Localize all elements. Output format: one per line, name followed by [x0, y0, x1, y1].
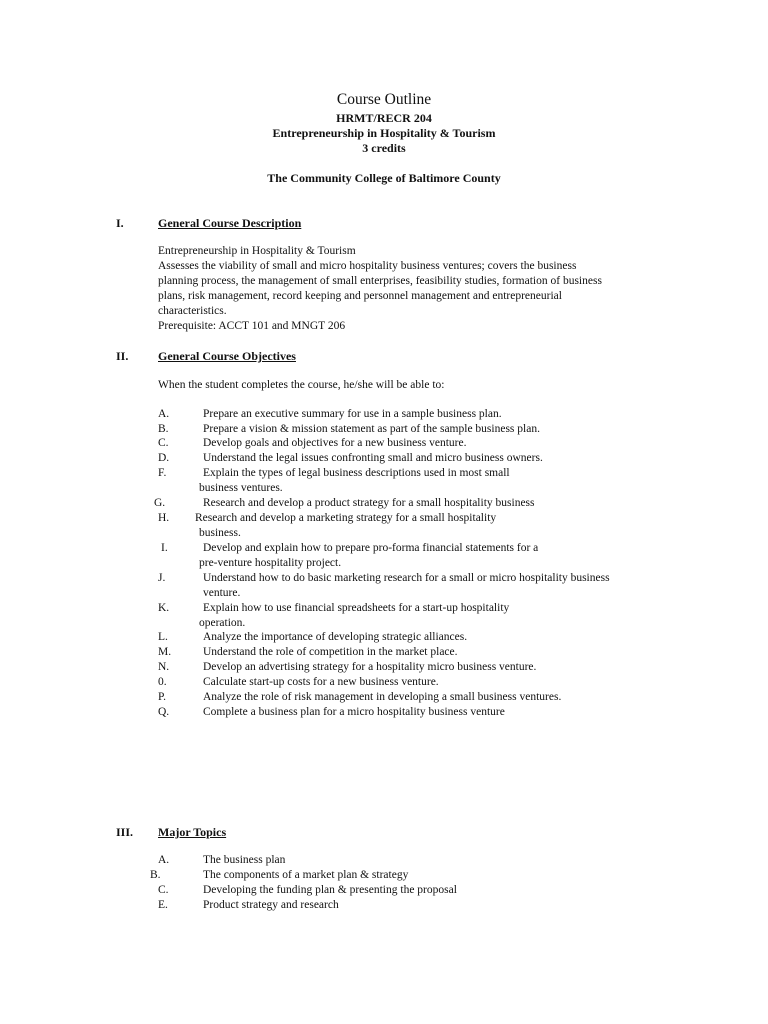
- objective-letter: L.: [158, 631, 168, 643]
- objective-letter: A.: [158, 408, 170, 420]
- objective-continuation: venture.: [203, 587, 241, 599]
- objective-continuation: pre-venture hospitality project.: [199, 557, 342, 569]
- objective-continuation: business ventures.: [199, 482, 283, 494]
- objective-text: Research and develop a product strategy for a small hospitality business: [203, 497, 535, 509]
- college-name: The Community College of Baltimore County: [267, 171, 501, 185]
- page-title: Course Outline: [336, 91, 432, 108]
- description-line: Assesses the viability of small and micro hospitality business ventures; covers the business: [158, 260, 577, 272]
- objective-text: Prepare a vision & mission statement as part of the sample business plan.: [203, 423, 540, 435]
- objective-letter: B.: [158, 423, 169, 435]
- objective-text: Understand the role of competition in the market place.: [203, 646, 458, 658]
- objective-letter: G.: [154, 497, 166, 509]
- objective-text: Analyze the role of risk management in developing a small business ventures.: [203, 691, 562, 703]
- description-line: Entrepreneurship in Hospitality & Tourism: [158, 245, 356, 257]
- objective-letter: N.: [158, 661, 170, 673]
- section-1-numeral: I.: [116, 216, 124, 230]
- objective-letter: H.: [158, 512, 170, 524]
- objective-text: Explain how to use financial spreadsheets for a start-up hospitality: [203, 602, 510, 614]
- description-line: characteristics.: [158, 305, 227, 317]
- objective-letter: P.: [158, 691, 166, 703]
- description-line: plans, risk management, record keeping and personnel management and entrepreneurial: [158, 290, 562, 302]
- topic-letter: B.: [150, 869, 161, 881]
- objective-text: Understand the legal issues confronting small and micro business owners.: [203, 452, 543, 464]
- section-1-heading: General Course Description: [158, 216, 302, 230]
- objective-continuation: operation.: [199, 617, 246, 629]
- objective-text: Understand how to do basic marketing research for a small or micro hospitality business: [203, 572, 610, 584]
- section-3-numeral: III.: [116, 825, 134, 839]
- topic-text: The components of a market plan & strategy: [203, 869, 409, 881]
- topic-letter: C.: [158, 884, 169, 896]
- objective-text: Develop goals and objectives for a new business venture.: [203, 437, 467, 449]
- description-line: planning process, the management of small enterprises, feasibility studies, formation of business: [158, 275, 602, 287]
- prerequisite-line: Prerequisite: ACCT 101 and MNGT 206: [158, 320, 346, 332]
- topic-letter: A.: [158, 854, 170, 866]
- topic-letter: E.: [158, 899, 168, 911]
- objective-letter: F.: [158, 467, 167, 479]
- objective-text: Explain the types of legal business descriptions used in most small: [203, 467, 510, 479]
- objective-letter: C.: [158, 437, 169, 449]
- objective-text: Research and develop a marketing strategy for a small hospitality: [195, 512, 497, 524]
- topic-text: Developing the funding plan & presenting the proposal: [203, 884, 457, 896]
- objective-letter: I.: [161, 542, 168, 554]
- objective-letter: Q.: [158, 706, 170, 718]
- objective-text: Develop and explain how to prepare pro-forma financial statements for a: [203, 542, 539, 554]
- course-credits: 3 credits: [362, 141, 406, 155]
- objectives-intro: When the student completes the course, he/she will be able to:: [158, 379, 445, 391]
- topic-text: The business plan: [203, 854, 286, 866]
- objective-text: Analyze the importance of developing strategic alliances.: [203, 631, 468, 643]
- objective-text: Calculate start-up costs for a new business venture.: [203, 676, 439, 688]
- objective-text: Complete a business plan for a micro hospitality business venture: [203, 706, 505, 718]
- objective-letter: M.: [158, 646, 172, 658]
- topic-text: Product strategy and research: [203, 899, 339, 911]
- objective-letter: K.: [158, 602, 170, 614]
- objective-text: Develop an advertising strategy for a hospitality micro business venture.: [203, 661, 537, 673]
- section-2-heading: General Course Objectives: [158, 349, 296, 363]
- objective-letter: D.: [158, 452, 170, 464]
- section-3-heading: Major Topics: [158, 825, 227, 839]
- objective-continuation: business.: [199, 527, 241, 539]
- course-code: HRMT/RECR 204: [336, 111, 432, 125]
- objective-text: Prepare an executive summary for use in a sample business plan.: [203, 408, 502, 420]
- course-name: Entrepreneurship in Hospitality & Tourism: [272, 126, 496, 140]
- objective-letter: 0.: [158, 676, 167, 688]
- objective-letter: J.: [158, 572, 166, 584]
- section-2-numeral: II.: [116, 349, 129, 363]
